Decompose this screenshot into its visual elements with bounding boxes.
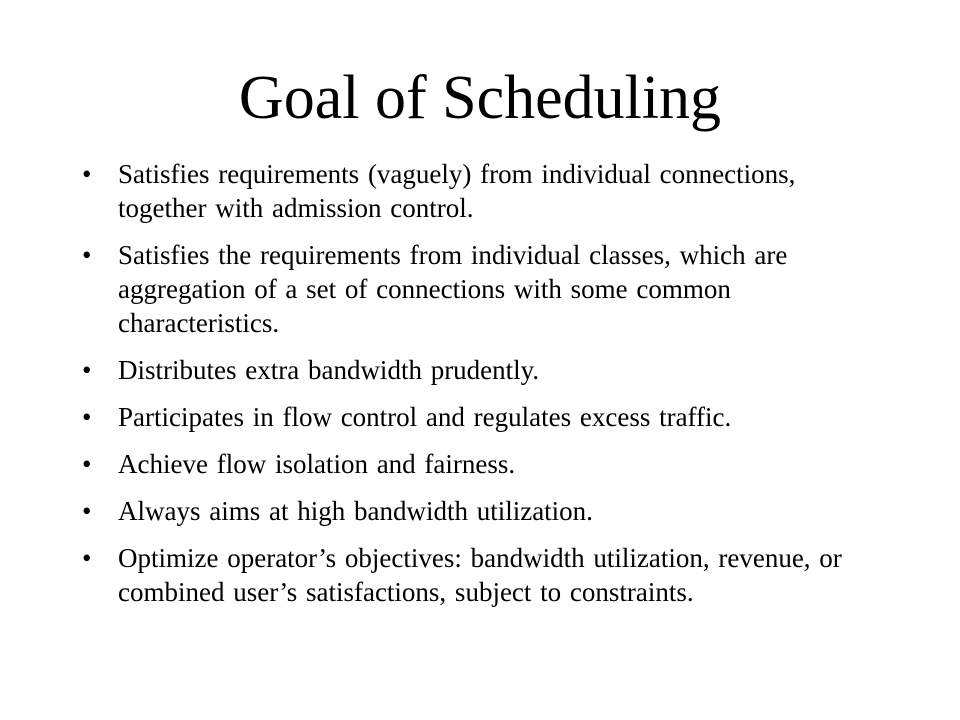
- bullet-text: Satisfies the requirements from individual classes, which are aggregation of a set of connections with some common characteristics.: [118, 240, 788, 338]
- bullet-list: [82, 157, 882, 622]
- bullet-item: [82, 400, 882, 434]
- bullet-text: Satisfies requirements (vaguely) from individual connections, together with admission control.: [118, 159, 796, 223]
- bullet-item: [82, 541, 882, 609]
- bullet-icon: •: [82, 159, 92, 189]
- bullet-item: [82, 494, 882, 528]
- bullet-item: [82, 353, 882, 387]
- bullet-text: Always aims at high bandwidth utilization.: [118, 496, 593, 526]
- bullet-icon: •: [82, 240, 92, 270]
- bullet-icon: •: [82, 496, 92, 526]
- bullet-icon: •: [82, 355, 92, 385]
- bullet-item: [82, 157, 882, 225]
- bullet-icon: •: [82, 402, 92, 432]
- bullet-icon: •: [82, 543, 92, 573]
- slide-title: Goal of Scheduling: [238, 64, 722, 132]
- bullet-icon: •: [82, 449, 92, 479]
- bullet-text: Optimize operator’s objectives: bandwidth utilization, revenue, or combined user’s satisfactions, subject to constraints.: [118, 543, 842, 607]
- bullet-item: [82, 447, 882, 481]
- bullet-text: Distributes extra bandwidth prudently.: [118, 355, 540, 385]
- bullet-item: [82, 238, 882, 340]
- bullet-text: Participates in flow control and regulates excess traffic.: [118, 402, 732, 432]
- bullet-text: Achieve flow isolation and fairness.: [118, 449, 516, 479]
